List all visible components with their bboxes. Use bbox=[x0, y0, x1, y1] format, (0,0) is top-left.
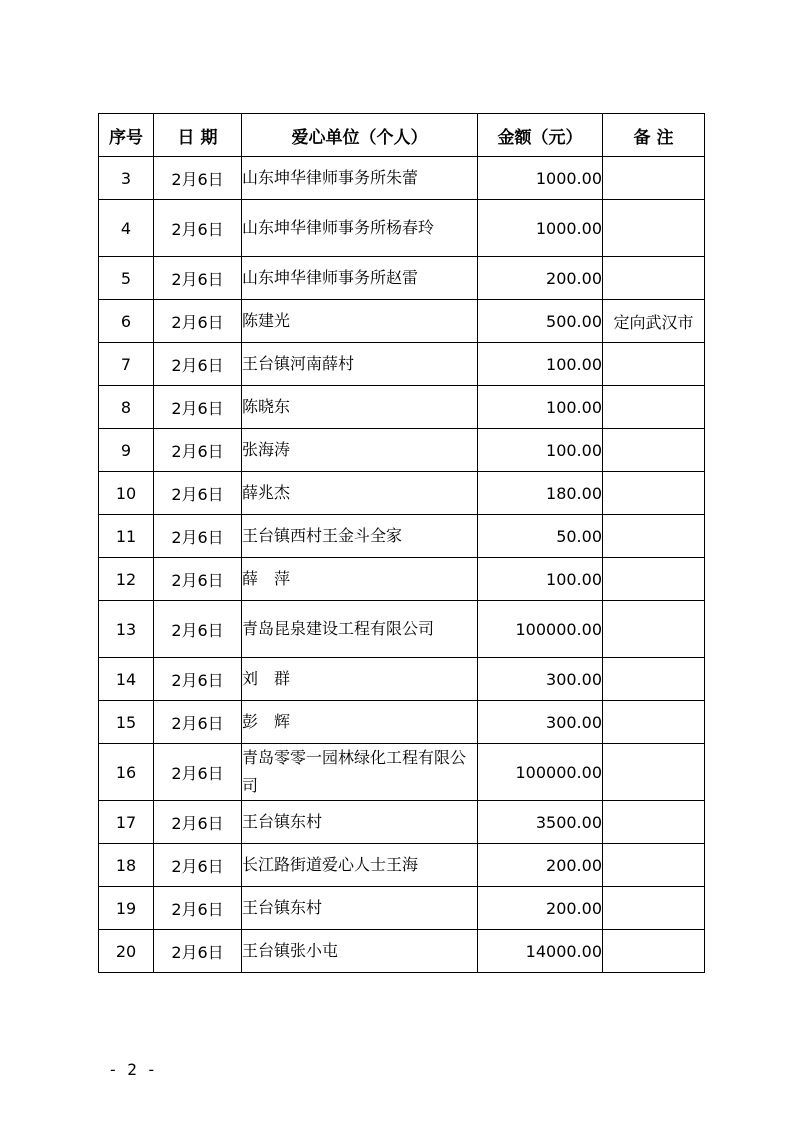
row-donor: 青岛零零一园林绿化工程有限公司 bbox=[242, 744, 478, 801]
header-amount: 金额（元） bbox=[478, 114, 603, 157]
row-date: 2月6日 bbox=[154, 701, 242, 744]
row-note: 定向武汉市 bbox=[603, 300, 705, 343]
row-donor: 彭 辉 bbox=[242, 701, 478, 744]
row-donor: 王台镇河南薛村 bbox=[242, 343, 478, 386]
row-note bbox=[603, 558, 705, 601]
row-note bbox=[603, 386, 705, 429]
row-note bbox=[603, 601, 705, 658]
row-no: 9 bbox=[99, 429, 154, 472]
row-donor: 青岛昆泉建设工程有限公司 bbox=[242, 601, 478, 658]
row-amount: 100.00 bbox=[478, 558, 603, 601]
row-date: 2月6日 bbox=[154, 744, 242, 801]
row-no: 13 bbox=[99, 601, 154, 658]
row-note bbox=[603, 343, 705, 386]
table-row bbox=[99, 343, 705, 386]
row-amount: 3500.00 bbox=[478, 801, 603, 844]
table-row bbox=[99, 200, 705, 257]
row-no: 7 bbox=[99, 343, 154, 386]
row-date: 2月6日 bbox=[154, 658, 242, 701]
row-date: 2月6日 bbox=[154, 515, 242, 558]
row-date: 2月6日 bbox=[154, 343, 242, 386]
row-no: 11 bbox=[99, 515, 154, 558]
table-header-row bbox=[99, 114, 705, 157]
row-donor: 薛兆杰 bbox=[242, 472, 478, 515]
row-donor: 王台镇东村 bbox=[242, 887, 478, 930]
row-donor: 张海涛 bbox=[242, 429, 478, 472]
row-date: 2月6日 bbox=[154, 386, 242, 429]
row-note bbox=[603, 844, 705, 887]
table-row bbox=[99, 472, 705, 515]
row-no: 4 bbox=[99, 200, 154, 257]
row-amount: 200.00 bbox=[478, 257, 603, 300]
row-note bbox=[603, 801, 705, 844]
row-no: 19 bbox=[99, 887, 154, 930]
row-amount: 300.00 bbox=[478, 701, 603, 744]
row-date: 2月6日 bbox=[154, 844, 242, 887]
table-row bbox=[99, 658, 705, 701]
row-amount: 14000.00 bbox=[478, 930, 603, 973]
row-donor: 山东坤华律师事务所赵雷 bbox=[242, 257, 478, 300]
row-no: 6 bbox=[99, 300, 154, 343]
header-note: 备 注 bbox=[603, 114, 705, 157]
row-note bbox=[603, 930, 705, 973]
row-date: 2月6日 bbox=[154, 157, 242, 200]
table-row bbox=[99, 429, 705, 472]
row-date: 2月6日 bbox=[154, 558, 242, 601]
row-note bbox=[603, 257, 705, 300]
table-row bbox=[99, 558, 705, 601]
row-date: 2月6日 bbox=[154, 887, 242, 930]
row-no: 8 bbox=[99, 386, 154, 429]
row-amount: 100.00 bbox=[478, 386, 603, 429]
row-note bbox=[603, 200, 705, 257]
row-amount: 100.00 bbox=[478, 429, 603, 472]
table-row bbox=[99, 701, 705, 744]
row-donor: 陈建光 bbox=[242, 300, 478, 343]
header-donor: 爱心单位（个人） bbox=[242, 114, 478, 157]
row-donor: 陈晓东 bbox=[242, 386, 478, 429]
row-donor: 长江路街道爱心人士王海 bbox=[242, 844, 478, 887]
row-no: 5 bbox=[99, 257, 154, 300]
table-row bbox=[99, 300, 705, 343]
header-date: 日 期 bbox=[154, 114, 242, 157]
table-row bbox=[99, 157, 705, 200]
row-date: 2月6日 bbox=[154, 200, 242, 257]
table-row bbox=[99, 257, 705, 300]
row-no: 10 bbox=[99, 472, 154, 515]
row-note bbox=[603, 658, 705, 701]
row-no: 20 bbox=[99, 930, 154, 973]
page-number: - 2 - bbox=[108, 1060, 157, 1079]
row-amount: 100.00 bbox=[478, 343, 603, 386]
table-row bbox=[99, 515, 705, 558]
row-donor: 王台镇张小屯 bbox=[242, 930, 478, 973]
table-row bbox=[99, 887, 705, 930]
row-note bbox=[603, 701, 705, 744]
row-no: 17 bbox=[99, 801, 154, 844]
table-row bbox=[99, 744, 705, 801]
row-note bbox=[603, 515, 705, 558]
row-no: 3 bbox=[99, 157, 154, 200]
row-amount: 100000.00 bbox=[478, 601, 603, 658]
row-note bbox=[603, 744, 705, 801]
table-row bbox=[99, 844, 705, 887]
row-amount: 200.00 bbox=[478, 844, 603, 887]
table-row bbox=[99, 386, 705, 429]
row-no: 14 bbox=[99, 658, 154, 701]
header-no: 序号 bbox=[99, 114, 154, 157]
row-no: 12 bbox=[99, 558, 154, 601]
row-amount: 100000.00 bbox=[478, 744, 603, 801]
row-amount: 500.00 bbox=[478, 300, 603, 343]
row-no: 18 bbox=[99, 844, 154, 887]
row-donor: 山东坤华律师事务所杨春玲 bbox=[242, 200, 478, 257]
row-amount: 180.00 bbox=[478, 472, 603, 515]
row-note bbox=[603, 157, 705, 200]
row-no: 16 bbox=[99, 744, 154, 801]
row-no: 15 bbox=[99, 701, 154, 744]
row-donor: 刘 群 bbox=[242, 658, 478, 701]
row-note bbox=[603, 887, 705, 930]
row-amount: 300.00 bbox=[478, 658, 603, 701]
row-note bbox=[603, 472, 705, 515]
row-date: 2月6日 bbox=[154, 930, 242, 973]
row-date: 2月6日 bbox=[154, 300, 242, 343]
row-donor: 王台镇西村王金斗全家 bbox=[242, 515, 478, 558]
row-amount: 200.00 bbox=[478, 887, 603, 930]
row-donor: 王台镇东村 bbox=[242, 801, 478, 844]
row-date: 2月6日 bbox=[154, 601, 242, 658]
row-note bbox=[603, 429, 705, 472]
table-row bbox=[99, 601, 705, 658]
row-amount: 1000.00 bbox=[478, 200, 603, 257]
donation-table bbox=[98, 113, 705, 973]
row-date: 2月6日 bbox=[154, 801, 242, 844]
row-donor: 薛 萍 bbox=[242, 558, 478, 601]
row-date: 2月6日 bbox=[154, 429, 242, 472]
row-amount: 50.00 bbox=[478, 515, 603, 558]
row-amount: 1000.00 bbox=[478, 157, 603, 200]
table-row bbox=[99, 801, 705, 844]
row-date: 2月6日 bbox=[154, 257, 242, 300]
row-date: 2月6日 bbox=[154, 472, 242, 515]
row-donor: 山东坤华律师事务所朱蕾 bbox=[242, 157, 478, 200]
table-row bbox=[99, 930, 705, 973]
